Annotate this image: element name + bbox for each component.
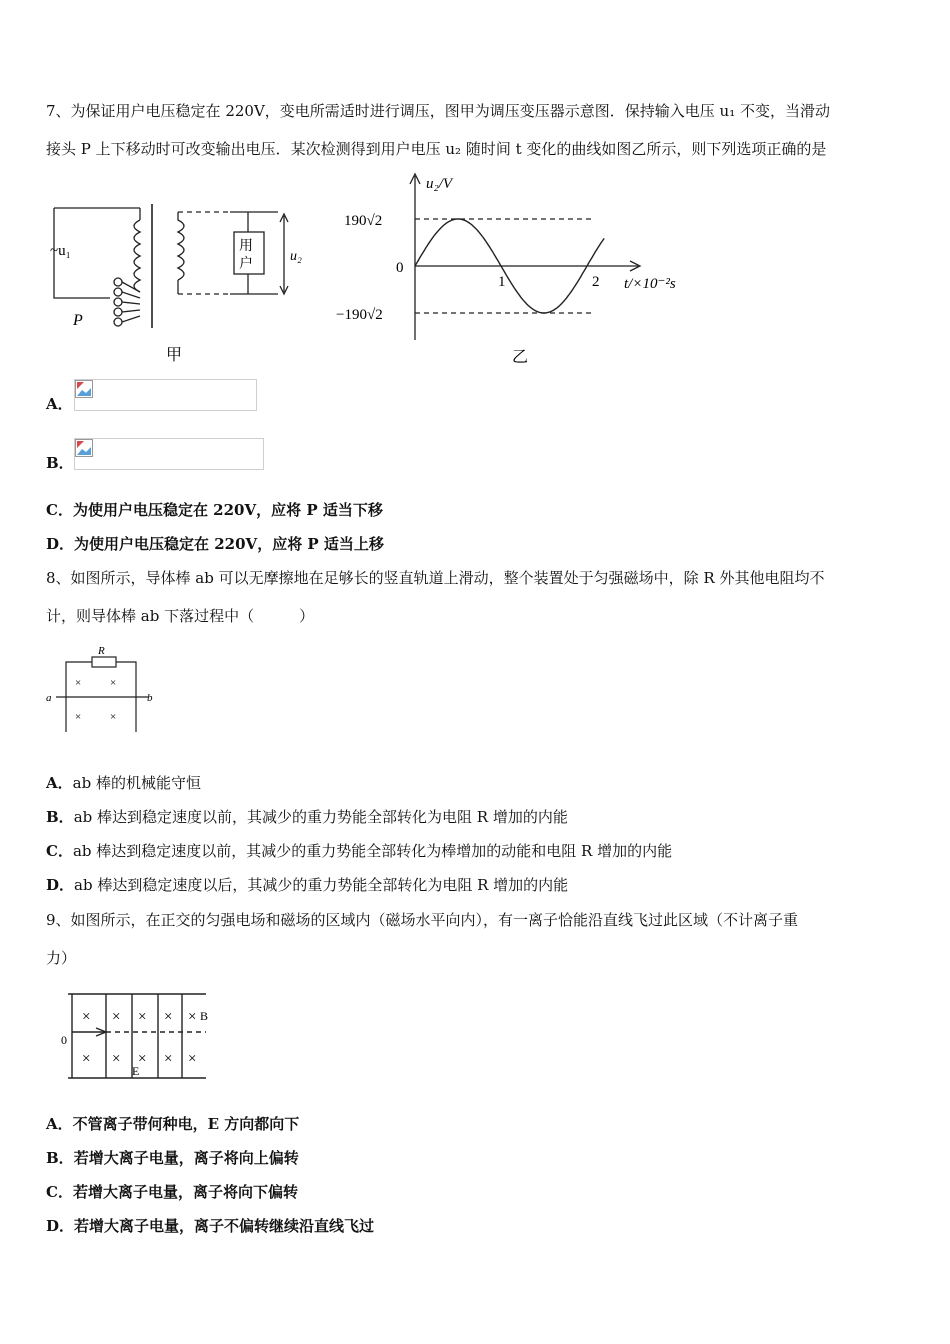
rod-b-label: b [147, 692, 153, 704]
q8-option-d-letter: D． [46, 876, 75, 894]
q8-option-a[interactable] [46, 773, 201, 793]
q9-stem-line1: 9、如图所示，在正交的匀强电场和磁场的区域内（磁场水平向内），有一离子恰能沿直线飞过此区域（不计离子重 [46, 911, 799, 929]
y-tick-positive: 190√2 [344, 213, 383, 229]
field-cross: × [82, 1009, 91, 1025]
q8-option-b[interactable] [46, 807, 568, 827]
voltage-time-chart [330, 170, 720, 370]
q9-option-c[interactable] [46, 1182, 298, 1202]
q7-stem-line1: 7、为保证用户电压稳定在 220V，变电所需适时进行调压，图甲为调压变压器示意图．保持输入电压 u₁ 不变，当滑动 [46, 102, 830, 120]
field-cross: × [75, 711, 82, 723]
q9-option-a-text: 不管离子带何种电，E 方向都向下 [72, 1115, 300, 1133]
field-cross: × [188, 1051, 197, 1067]
q8-option-a-letter: A． [46, 774, 73, 792]
q8-option-b-text: ab 棒达到稳定速度以前，其减少的重力势能全部转化为电阻 R 增加的内能 [73, 808, 568, 826]
field-cross: × [82, 1051, 91, 1067]
resistor-r-label: R [98, 645, 105, 657]
q9-option-d-letter: D． [46, 1217, 75, 1235]
y-axis-label: u₂/V [426, 176, 453, 192]
field-cross: × [188, 1009, 197, 1025]
q8-option-c-text: ab 棒达到稳定速度以前，其减少的重力势能全部转化为棒增加的动能和电阻 R 增加的内能 [72, 842, 673, 860]
q9-option-d-text: 若增大离子电量，离子不偏转继续沿直线飞过 [74, 1217, 375, 1235]
q7-stem-line2: 接头 P 上下移动时可改变输出电压．某次检测得到用户电压 u₂ 随时间 t 变化的曲线如图乙所示，则下列选项正确的是 [46, 140, 827, 158]
q8-option-a-text: ab 棒的机械能守恒 [72, 774, 201, 792]
q7-option-c-text: 为使用户电压稳定在 220V，应将 P 适当下移 [72, 501, 383, 519]
q7-option-c[interactable] [46, 500, 383, 520]
field-cross: × [164, 1051, 173, 1067]
q8-stem-line1: 8、如图所示，导体棒 ab 可以无摩擦地在足够长的竖直轨道上滑动，整个装置处于匀强磁场中，除 R 外其他电阻均不 [46, 569, 825, 587]
q7-option-c-letter: C． [46, 501, 73, 519]
transformer-figure [40, 190, 310, 370]
q9-option-a-letter: A． [46, 1115, 73, 1133]
crossed-fields-figure [56, 988, 226, 1084]
q9-option-b[interactable] [46, 1148, 299, 1168]
q8-option-c-letter: C． [46, 842, 73, 860]
q9-option-b-text: 若增大离子电量，离子将向上偏转 [73, 1149, 299, 1167]
origin-label: 0 [396, 260, 404, 276]
q8-stem-line2: 计，则导体棒 ab 下落过程中（ ） [46, 607, 315, 625]
q9-option-d[interactable] [46, 1216, 374, 1236]
q8-option-c[interactable] [46, 841, 672, 861]
q7-option-d[interactable] [46, 534, 384, 554]
field-cross: × [112, 1009, 121, 1025]
user-label-top: 用 [239, 239, 253, 254]
q9-option-a[interactable] [46, 1114, 299, 1134]
origin-o-label: 0 [61, 1033, 67, 1047]
q9-option-c-letter: C． [46, 1183, 73, 1201]
figure-jia-label: 甲 [166, 347, 183, 364]
x-tick-2: 2 [592, 274, 600, 290]
q7-option-d-letter: D． [46, 535, 75, 553]
field-cross: × [110, 677, 117, 689]
rod-a-label: a [46, 692, 52, 704]
b-field-label: B [200, 1009, 209, 1023]
field-cross: × [138, 1051, 147, 1067]
x-tick-1: 1 [498, 274, 506, 290]
q7-option-a-image [74, 379, 257, 411]
q9-stem-line2: 力） [46, 949, 77, 967]
field-cross: × [110, 711, 117, 723]
slider-p-label: P [73, 312, 83, 329]
q8-option-d[interactable] [46, 875, 568, 895]
rail-figure [44, 642, 164, 738]
q8-option-b-letter: B． [46, 808, 74, 826]
y-tick-negative: −190√2 [336, 307, 383, 323]
field-cross: × [164, 1009, 173, 1025]
figure-yi-label: 乙 [512, 349, 529, 366]
field-cross: × [75, 677, 82, 689]
q7-option-b[interactable] [46, 453, 74, 473]
q7-option-d-text: 为使用户电压稳定在 220V，应将 P 适当上移 [74, 535, 384, 553]
user-label-bottom: 户 [239, 257, 253, 272]
q7-option-a-letter: A． [46, 395, 73, 413]
q7-option-b-letter: B． [46, 454, 74, 472]
q9-option-b-letter: B． [46, 1149, 74, 1167]
q7-option-b-image [74, 438, 264, 470]
x-axis-label: t/×10⁻²s [624, 276, 676, 292]
q9-option-c-text: 若增大离子电量，离子将向下偏转 [72, 1183, 298, 1201]
broken-image-icon [75, 439, 93, 457]
field-cross: × [138, 1009, 147, 1025]
field-cross: × [112, 1051, 121, 1067]
broken-image-icon [75, 380, 93, 398]
q7-option-a[interactable] [46, 394, 73, 414]
u2-label: u₂ [290, 249, 302, 264]
q8-option-d-text: ab 棒达到稳定速度以后，其减少的重力势能全部转化为电阻 R 增加的内能 [74, 876, 569, 894]
u1-label: ~u₁ [50, 243, 71, 259]
e-field-label: E [132, 1064, 140, 1078]
